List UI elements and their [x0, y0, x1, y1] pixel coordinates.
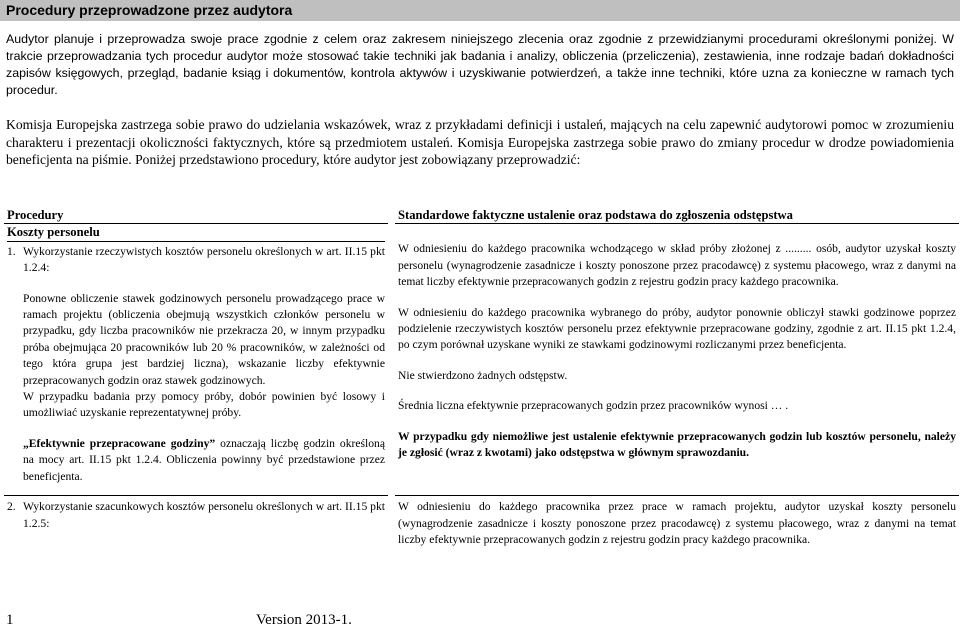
procedure-description: Ponowne obliczenie stawek godzinowych personelu prowadzącego prace w ramach projektu (obliczenia obejmują wszystkich członków personelu w przypadku, gdy liczba pracowników nie przekracza 20, w innym przypadku próba obejmująca 20 pracowników lub 20 % pracowników, w zależności od tego która grupa jest bardziej liczna), wskazanie liczby efektywnie przepracowanych godzin oraz stawek godzinowych.: [23, 291, 385, 387]
procedure-effective-hours-note: [23, 436, 385, 485]
effective-hours-definition: oznaczają liczbę godzin określoną na mocy art. II.15 pkt 1.2.4. Obliczenia powinny być przedstawione przez beneficjenta.: [23, 436, 386, 483]
section-title: Procedury przeprowadzone przez audytora: [0, 0, 960, 21]
procedure-title: Wykorzystanie rzeczywistych kosztów personelu określonych w art. II.15 pkt 1.2.4:: [23, 244, 385, 275]
page-number: 1: [6, 612, 14, 628]
procedures-table: [4, 205, 959, 548]
column-header-procedures: Procedury: [4, 205, 388, 224]
column-header-standard-findings: Standardowe faktyczne ustalenie oraz podstawa do zgłoszenia odstępstwa: [395, 205, 959, 224]
procedure-sampling-note: W przypadku badania przy pomocy próby, dobór powinien być losowy i umożliwiać uzyskanie reprezentatywnej próby.: [23, 390, 385, 420]
table-header-row: [4, 205, 959, 224]
finding-text: W odniesieniu do każdego pracownika przez prace w ramach projektu, audytor uzyskał koszty personelu (wynagrodzenie zasadnicze i koszty ponoszone przez pracodawcę) z systemu płacowego, wraz z danymi na temat liczby efektywnie przepracowanych godzin z rejestru godzin pracy każdego pracownika.: [398, 500, 956, 546]
table-row: [4, 224, 959, 496]
document-version: Version 2013-1.: [256, 612, 352, 628]
item-number: 1.: [7, 244, 16, 258]
effective-hours-term: „Efektywnie przepracowane godziny”: [23, 436, 216, 450]
finding-text: Nie stwierdzono żadnych odstępstw.: [398, 368, 568, 382]
table-row: [4, 496, 959, 549]
section-header-staff-costs: Koszty personelu: [7, 224, 385, 241]
item-number: 2.: [7, 500, 16, 514]
finding-text: Średnia liczna efektywnie przepracowanych godzin przez pracowników wynosi … .: [398, 399, 789, 413]
exception-reporting-note: W przypadku gdy niemożliwe jest ustalenie efektywnie przepracowanych godzin lub kosztów personelu, należy je zgłosić (wraz z kwotami) jako odstępstwa w głównym sprawozdaniu.: [398, 429, 956, 460]
procedure-title: Wykorzystanie szacunkowych kosztów personelu określonych w art. II.15 pkt 1.2.5:: [23, 500, 385, 530]
finding-text: W odniesieniu do każdego pracownika wybranego do próby, audytor ponownie obliczył stawki godzinowe poprzez podzielenie rzeczywistych kosztów personelu przez efektywnie przepracowane godziny, zgodnie z art. II.15 pkt 1.2.4, po czym porównał uzyskane wyniki ze stawkami godzinowymi rozliczanymi przez beneficjenta.: [398, 305, 956, 352]
intro-paragraph: Audytor planuje i przeprowadza swoje prace zgodnie z celem oraz zakresem niniejszego zlecenia oraz zgodnie z przewidzianymi procedurami określonymi poniżej. W trakcie przeprowadzania tych procedur audytor może stosować takie techniki jak badania i analizy, obliczenia (przeliczenia), zestawienia, inne rodzaje badań dokładności zapisów księgowych, przegląd, badanie ksiąg i dokumentów, kontrola aktywów i uzyskiwanie potwierdzeń, a także inne techniki, które uzna za konieczne w ramach tych procedur.: [6, 32, 954, 97]
finding-text: W odniesieniu do każdego pracownika wchodzącego w skład próby złożonej z ......... osób, audytor uzyskał koszty personelu (wynagrodzenie zasadnicze i koszty ponoszone przez pracodawcę) z systemu płacowego, wraz z danymi na temat liczby efektywnie przepracowanych godzin z rejestru godzin pracy każdego pracownika.: [398, 242, 956, 289]
commission-paragraph: Komisja Europejska zastrzega sobie prawo do udzielania wskazówek, wraz z przykładami definicji i ustaleń, mających na celu zapewnić audytorowi pomoc w zrozumieniu charakteru i prezentacji okoliczności faktycznych, które są przedmiotem ustaleń. Komisja Europejska zastrzega sobie prawo do zmiany procedur w drodze powiadomienia beneficjenta na piśmie. Poniżej przedstawiono procedury, które audytor jest zobowiązany przeprowadzić:: [6, 117, 954, 167]
